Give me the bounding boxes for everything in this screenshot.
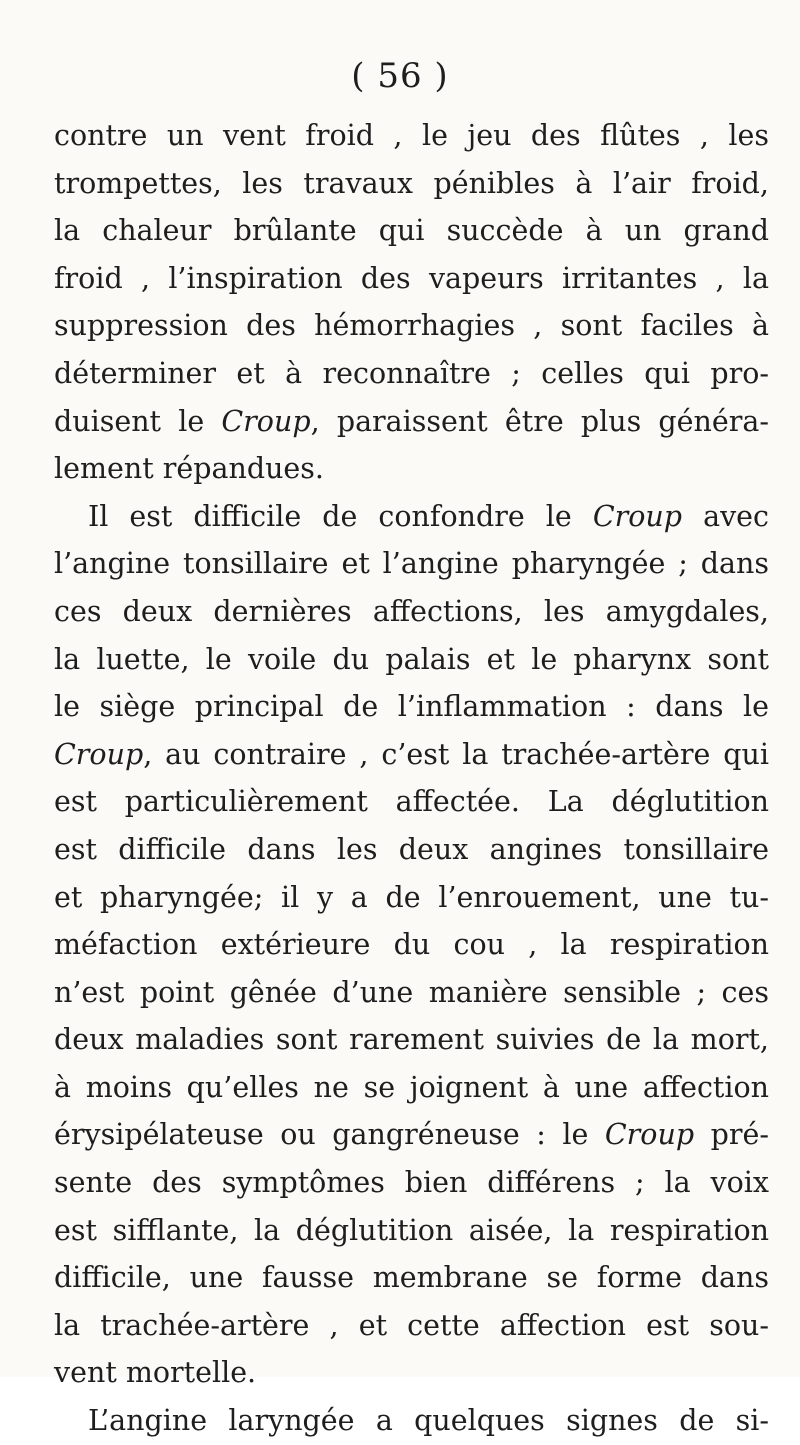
italic-term: Croup [604, 1118, 695, 1152]
text-line: ces deux dernières affections, les amygdales, [54, 594, 769, 628]
text-line: déterminer et à reconnaître ; celles qui pro- [54, 356, 769, 390]
text-line: l’angine tonsillaire et l’angine pharyngée ; dans [54, 547, 769, 581]
text-line: difficile, une fausse membrane se forme dans [54, 1261, 769, 1295]
text-line-paragraph-start: L’angine laryngée a quelques signes de si- [88, 1404, 769, 1438]
italic-term: Croup [592, 499, 683, 533]
body-text [54, 112, 769, 1445]
text-line: Croup, au contraire , c’est la trachée-artère qui [54, 737, 769, 771]
text-line: vent mortelle. [54, 1356, 257, 1390]
text-line: est difficile dans les deux angines tonsillaire [54, 832, 769, 866]
text-line: érysipélateuse ou gangréneuse : le Croup pré- [54, 1118, 769, 1152]
text-line: trompettes, les travaux pénibles à l’air froid, [54, 166, 769, 200]
text-line: sente des symptômes bien différens ; la voix [54, 1166, 769, 1200]
italic-term: Croup [221, 404, 311, 438]
text-line: la luette, le voile du palais et le pharynx sont [54, 642, 769, 676]
page-number: ( 56 ) [351, 56, 449, 96]
text-line: le siège principal de l’inflammation : dans le [54, 690, 769, 724]
text-line: et pharyngée; il y a de l’enrouement, une tu- [54, 880, 769, 914]
text-line: lement répandues. [54, 452, 324, 486]
text-line: la trachée-artère , et cette affection est sou- [54, 1308, 769, 1342]
text-line: méfaction extérieure du cou , la respiration [54, 928, 769, 962]
text-line: froid , l’inspiration des vapeurs irritantes , la [54, 261, 769, 295]
italic-term: Croup [54, 737, 144, 771]
text-line: la chaleur brûlante qui succède à un grand [54, 214, 769, 248]
text-line: deux maladies sont rarement suivies de la mort, [54, 1023, 769, 1057]
text-line-paragraph-start: Il est difficile de confondre le Croup avec [88, 499, 769, 533]
text-line: contre un vent froid , le jeu des flûtes , les [54, 119, 769, 152]
text-line: duisent le Croup, paraissent être plus généra- [54, 404, 769, 438]
text-line: est particulièrement affectée. La déglutition [54, 785, 769, 819]
text-line: est sifflante, la déglutition aisée, la respiration [54, 1213, 769, 1247]
text-line: suppression des hémorrhagies , sont faciles à [54, 309, 769, 343]
text-line: n’est point gênée d’une manière sensible ; ces [54, 975, 769, 1009]
text-line: à moins qu’elles ne se joignent à une affection [54, 1070, 769, 1104]
